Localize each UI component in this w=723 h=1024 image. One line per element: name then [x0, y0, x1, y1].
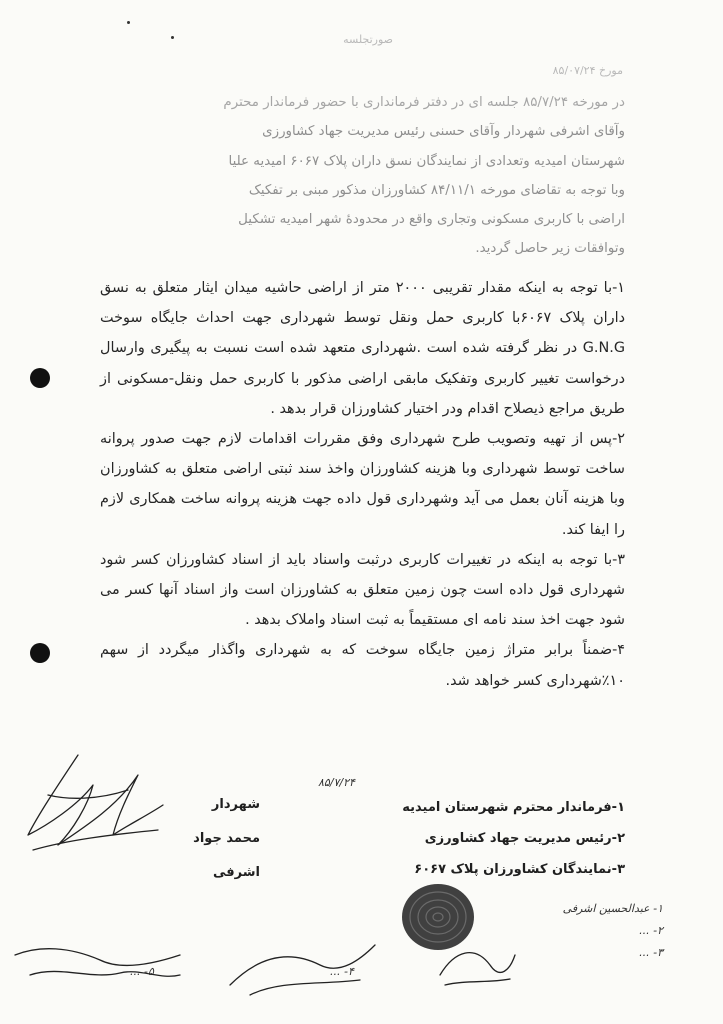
handwritten-note-5: ۵- ...: [130, 965, 154, 978]
document-header: [343, 33, 393, 46]
scan-speck: [171, 36, 174, 39]
signatory-line: ۲-رئیس مدیریت جهاد کشاورزی: [424, 831, 625, 846]
clause-3: ۳-با توجه به اینکه در تغییرات کاربری درثبت واسناد باید از اسناد کشاورزان کسر شود شهرداری قول داده است چون زمین متعلق به کشاورزان است واز اسناد آنها کسر می شود جهت اخذ سند نامه ای مستقیماً به ثبت اسناد واملاک بدهد .: [100, 551, 625, 629]
signatory-line: ۳-نمایندگان کشاورزان پلاک ۶۰۶۷: [414, 862, 625, 877]
clause-1: ۱-با توجه به اینکه مقدار تقریبی ۲۰۰۰ متر از اراضی حاشیه میدان ایثار متعلق به نسق داران پلاک ۶۰۶۷با کاربری حمل ونقل توسط شهرداری جهت احداث جایگاه سوخت G.N.G در نظر گرفته شده است .شهرداری متعهد شده است نسبت به پیگیری وارسال درخواست تغییر کاربری وتفکیک مابقی اراضی مذکور با کاربری حمل ونقل-مسکونی از طریق مراجع ذیصلاح اقدام ودر اختیار کشاورزان قرار بدهد .: [100, 280, 626, 417]
intro-line: اراضی با کاربری مسکونی وتجاری واقع در محدودهٔ شهر امیدیه تشکیل: [238, 212, 625, 228]
document-subheader: [553, 64, 623, 77]
clause-2: ۲-پس از تهیه وتصویب طرح شهرداری وفق مقررات اقدامات لازم جهت صدور پروانه ساخت توسط شهرداری وبا هزینه کشاورزان واخذ سند ثبتی اراضی متعلق به کشاورزان وبا هزینه آنان بعمل می آید وشهرداری قول داده جهت هزینه پروانه ساخت همکاری لازم را ایفا کند.: [100, 431, 625, 538]
scan-speck: [127, 21, 130, 24]
clauses-section: [100, 273, 625, 696]
header-title: صورتجلسه: [343, 33, 393, 46]
punch-hole: [30, 368, 50, 388]
clause-4: ۴-ضمناً برابر متراژ زمین جایگاه سوخت که به شهرداری واگذار میگردد از سهم ۱۰٪شهرداری کسر خواهد شد.: [100, 642, 625, 689]
handwritten-note: ۱- عبدالحسین اشرفی: [562, 902, 663, 915]
handwritten-note: ۲- ...: [639, 924, 663, 937]
signatory-line: ۱-فرماندار محترم شهرستان امیدیه: [402, 800, 625, 815]
representative-signature-1: [10, 935, 190, 995]
punch-hole: [30, 643, 50, 663]
intro-line: وتوافقات زیر حاصل گردید.: [475, 241, 625, 257]
representative-signature-2: [220, 935, 380, 1005]
handwritten-note-4: ۴- ...: [330, 965, 354, 978]
mayor-name: محمد جواد اشرفی: [193, 831, 260, 880]
intro-paragraph: [100, 88, 625, 264]
signatory-list: [305, 792, 625, 885]
mayor-role: شهردار: [211, 797, 260, 812]
mayor-signature: [18, 745, 168, 855]
intro-line: شهرستان امیدیه وتعدادی از نمایندگان نسق داران پلاک ۶۰۶۷ امیدیه علیا: [228, 153, 625, 169]
fingerprint-stamp: [398, 880, 478, 955]
handwritten-note: ۳- ...: [639, 946, 663, 959]
handwritten-date: ۸۵/۷/۲۴: [318, 776, 355, 789]
intro-line: در مورخه ۸۵/۷/۲۴ جلسه ای در دفتر فرمانداری با حضور فرماندار محترم: [223, 95, 625, 110]
intro-line: وآقای اشرفی شهردار وآقای حسنی رئیس مدیریت جهاد کشاورزی: [262, 124, 625, 140]
intro-line: وبا توجه به تقاضای مورخه ۸۴/۱۱/۱ کشاورزان مذکور مبنی بر تفکیک: [248, 182, 625, 198]
header-subtitle: مورخ ۸۵/۰۷/۲۴: [552, 64, 623, 77]
